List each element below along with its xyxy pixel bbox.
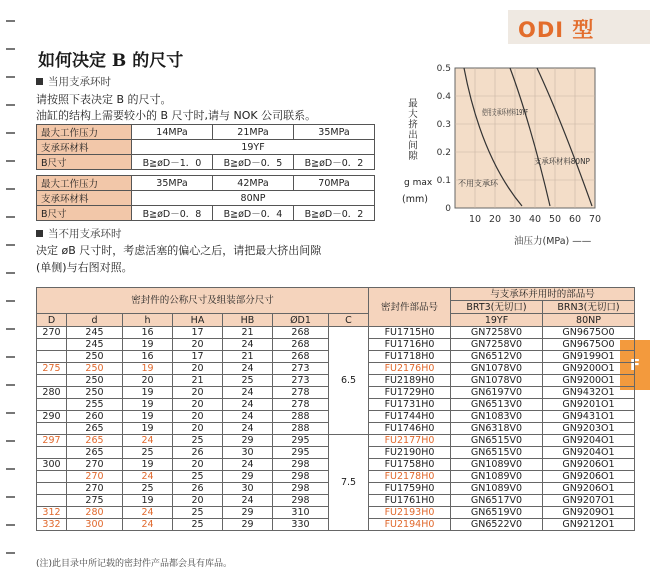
- spec-label: B尺寸: [37, 155, 132, 170]
- cell-n: GN9431O1: [543, 411, 635, 423]
- instruction-line-4: (单侧)与右图对照。: [36, 261, 133, 274]
- cell-d1: 278: [273, 387, 329, 399]
- cell-p: FU1746H0: [369, 423, 451, 435]
- spec-cell: B≧øD－0．2: [294, 206, 375, 221]
- y-tick: 0.5: [436, 64, 451, 74]
- cell-D: [37, 339, 67, 351]
- cell-d: 270: [67, 471, 123, 483]
- cell-d1: 295: [273, 435, 329, 447]
- cell-n: GN9200O1: [543, 363, 635, 375]
- cell-p: FU2177H0: [369, 435, 451, 447]
- cell-hb: 30: [223, 447, 273, 459]
- header-with-ring: 与支承环并用时的部品号: [451, 288, 635, 301]
- cell-hb: 29: [223, 507, 273, 519]
- cell-p: FU2190H0: [369, 447, 451, 459]
- cell-h: 24: [123, 435, 173, 447]
- cell-b: GN6519V0: [451, 507, 543, 519]
- cell-d1: 273: [273, 375, 329, 387]
- col-d1: ØD1: [273, 314, 329, 327]
- cell-d: 270: [67, 459, 123, 471]
- cell-b: GN1078V0: [451, 375, 543, 387]
- cell-hb: 24: [223, 339, 273, 351]
- spec-cell: B≧øD－1．0: [132, 155, 213, 170]
- col-ha: HA: [173, 314, 223, 327]
- cell-D: [37, 495, 67, 507]
- cell-d: 265: [67, 435, 123, 447]
- col-small-d: d: [67, 314, 123, 327]
- table-row: [37, 327, 635, 339]
- cell-n: GN9203O1: [543, 423, 635, 435]
- cell-hb: 25: [223, 375, 273, 387]
- cell-p: FU1715H0: [369, 327, 451, 339]
- cell-D: [37, 471, 67, 483]
- cell-ha: 26: [173, 447, 223, 459]
- cell-n: GN9209O1: [543, 507, 635, 519]
- cell-h: 24: [123, 519, 173, 531]
- cell-d1: 268: [273, 351, 329, 363]
- cell-D: [37, 423, 67, 435]
- cell-D: 280: [37, 387, 67, 399]
- cell-b: GN6512V0: [451, 351, 543, 363]
- x-tick: 50: [548, 214, 562, 225]
- cell-h: 19: [123, 495, 173, 507]
- x-tick: 20: [488, 214, 502, 225]
- graph-unit-label: (mm): [402, 194, 428, 205]
- cell-b: GN1083V0: [451, 411, 543, 423]
- x-tick: 10: [468, 214, 482, 225]
- cell-d: 250: [67, 351, 123, 363]
- header-brt3: BRT3(无切口): [451, 301, 543, 314]
- cell-D: 270: [37, 327, 67, 339]
- spec-cell: B≧øD－0．8: [132, 206, 213, 221]
- cell-h: 19: [123, 411, 173, 423]
- spec-cell: 80NP: [132, 191, 375, 206]
- cell-d: 255: [67, 399, 123, 411]
- spec-label: B尺寸: [37, 206, 132, 221]
- y-tick: 0: [445, 204, 451, 214]
- cell-h: 19: [123, 387, 173, 399]
- spec-cell: 35MPa: [132, 176, 213, 191]
- cell-b: GN1089V0: [451, 483, 543, 495]
- cell-d1: 310: [273, 507, 329, 519]
- cell-ha: 17: [173, 351, 223, 363]
- table-row: [37, 435, 635, 447]
- y-tick: 0.2: [436, 148, 451, 158]
- cell-d: 260: [67, 411, 123, 423]
- cell-n: GN9206O1: [543, 459, 635, 471]
- cell-n: GN9204O1: [543, 447, 635, 459]
- cell-hb: 24: [223, 411, 273, 423]
- cell-hb: 29: [223, 519, 273, 531]
- instruction-line-1: 请按照下表决定 B 的尺寸。: [36, 93, 172, 106]
- cell-d: 250: [67, 387, 123, 399]
- cell-d1: 273: [273, 363, 329, 375]
- cell-p: FU1731H0: [369, 399, 451, 411]
- cell-d: 265: [67, 423, 123, 435]
- cell-D: 332: [37, 519, 67, 531]
- spec-cell: B≧øD－0．5: [213, 155, 294, 170]
- section-tab-f[interactable]: F: [620, 340, 650, 390]
- cell-hb: 30: [223, 483, 273, 495]
- cell-h: 25: [123, 483, 173, 495]
- spec-label: 最大工作压力: [37, 125, 132, 140]
- cell-b: GN6318V0: [451, 423, 543, 435]
- col-h: h: [123, 314, 173, 327]
- instruction-line-3: 决定 øB 尺寸时，考虑活塞的偏心之后，请把最大挤出间隙: [36, 244, 322, 257]
- header-brn3: BRN3(无切口): [543, 301, 635, 314]
- spec-label: 最大工作压力: [37, 176, 132, 191]
- cell-h: 16: [123, 327, 173, 339]
- spec-cell: B≧øD－0．2: [294, 155, 375, 170]
- cell-c: 7.5: [329, 435, 369, 531]
- cell-d: 275: [67, 495, 123, 507]
- y-tick: 0.1: [436, 176, 451, 186]
- cell-d1: 278: [273, 399, 329, 411]
- cell-b: GN1089V0: [451, 459, 543, 471]
- col-c: C: [329, 314, 369, 327]
- cell-h: 19: [123, 423, 173, 435]
- cell-p: FU1729H0: [369, 387, 451, 399]
- cell-h: 24: [123, 507, 173, 519]
- header-19yf: 19YF: [451, 314, 543, 327]
- cell-D: 300: [37, 459, 67, 471]
- cell-h: 19: [123, 363, 173, 375]
- cell-D: 312: [37, 507, 67, 519]
- cell-d: 245: [67, 327, 123, 339]
- cell-ha: 20: [173, 399, 223, 411]
- cell-b: GN6197V0: [451, 387, 543, 399]
- brand-label: ODI 型: [518, 18, 595, 42]
- cell-hb: 24: [223, 459, 273, 471]
- cell-b: GN6515V0: [451, 435, 543, 447]
- x-tick: 30: [508, 214, 522, 225]
- cell-p: FU1758H0: [369, 459, 451, 471]
- cell-h: 20: [123, 375, 173, 387]
- cell-ha: 20: [173, 411, 223, 423]
- cell-D: [37, 483, 67, 495]
- cell-d1: 268: [273, 339, 329, 351]
- binding-edge: [0, 0, 22, 564]
- cell-h: 19: [123, 459, 173, 471]
- cell-n: GN9199O1: [543, 351, 635, 363]
- x-tick: 60: [568, 214, 582, 225]
- label-80np: 支承环材料80NP: [534, 157, 595, 166]
- graph-y-title: 最大挤出间隙: [406, 98, 417, 161]
- cell-n: GN9206O1: [543, 471, 635, 483]
- cell-h: 25: [123, 447, 173, 459]
- cell-ha: 25: [173, 435, 223, 447]
- cell-d1: 298: [273, 495, 329, 507]
- cell-h: 16: [123, 351, 173, 363]
- y-tick: 0.3: [436, 120, 451, 130]
- cell-hb: 24: [223, 387, 273, 399]
- dimension-table: [36, 287, 635, 531]
- cell-ha: 20: [173, 363, 223, 375]
- cell-ha: 20: [173, 387, 223, 399]
- cell-d1: 268: [273, 327, 329, 339]
- cell-d: 250: [67, 363, 123, 375]
- cell-p: FU1759H0: [369, 483, 451, 495]
- cell-d: 270: [67, 483, 123, 495]
- spec-cell: 21MPa: [213, 125, 294, 140]
- spec-cell: 19YF: [132, 140, 375, 155]
- cell-ha: 20: [173, 459, 223, 471]
- brand-header: [508, 10, 650, 44]
- cell-n: GN9206O1: [543, 483, 635, 495]
- cell-hb: 24: [223, 423, 273, 435]
- instruction-line-2: 油缸的结构上需要较小的 B 尺寸时,请与 NOK 公司联系。: [36, 109, 317, 122]
- cell-D: [37, 375, 67, 387]
- cell-n: GN9200O1: [543, 375, 635, 387]
- page-title: 如何决定 B 的尺寸: [38, 51, 184, 71]
- spec-cell: B≧øD－0．4: [213, 206, 294, 221]
- cell-d: 250: [67, 375, 123, 387]
- cell-ha: 17: [173, 327, 223, 339]
- cell-ha: 26: [173, 483, 223, 495]
- cell-ha: 20: [173, 423, 223, 435]
- graph-x-title: 油压力(MPa) ——: [514, 236, 592, 247]
- cell-ha: 21: [173, 375, 223, 387]
- cell-p: FU2176H0: [369, 363, 451, 375]
- spec-cell: 35MPa: [294, 125, 375, 140]
- cell-d1: 298: [273, 459, 329, 471]
- footnote: (注)此目录中所记载的密封件产品都会具有库品。: [36, 559, 233, 569]
- cell-b: GN6513V0: [451, 399, 543, 411]
- cell-D: 290: [37, 411, 67, 423]
- cell-D: 297: [37, 435, 67, 447]
- cell-D: [37, 399, 67, 411]
- cell-hb: 29: [223, 435, 273, 447]
- cell-hb: 24: [223, 399, 273, 411]
- cell-c: 6.5: [329, 327, 369, 435]
- cell-p: FU2178H0: [369, 471, 451, 483]
- spec-table-19yf: [36, 124, 375, 170]
- header-part-no: 密封件部品号: [369, 288, 451, 327]
- cell-h: 19: [123, 399, 173, 411]
- cell-p: FU1718H0: [369, 351, 451, 363]
- cell-b: GN6515V0: [451, 447, 543, 459]
- spec-cell: 42MPa: [213, 176, 294, 191]
- cell-d1: 298: [273, 483, 329, 495]
- cell-p: FU1716H0: [369, 339, 451, 351]
- cell-hb: 21: [223, 351, 273, 363]
- spec-cell: 70MPa: [294, 176, 375, 191]
- col-hb: HB: [223, 314, 273, 327]
- cell-ha: 25: [173, 519, 223, 531]
- label-19yf: 使用支承环材料19YF: [482, 108, 558, 117]
- cell-d1: 330: [273, 519, 329, 531]
- cell-ha: 20: [173, 339, 223, 351]
- header-nominal-size: 密封件的公称尺寸及组装部分尺寸: [37, 288, 369, 314]
- graph-gmax-label: g max: [404, 178, 433, 188]
- cell-h: 24: [123, 471, 173, 483]
- cell-ha: 20: [173, 495, 223, 507]
- cell-d1: 288: [273, 423, 329, 435]
- cell-d: 265: [67, 447, 123, 459]
- cell-p: FU2189H0: [369, 375, 451, 387]
- cell-d: 300: [67, 519, 123, 531]
- cell-d1: 298: [273, 471, 329, 483]
- cell-b: GN1078V0: [451, 363, 543, 375]
- cell-n: GN9675O0: [543, 339, 635, 351]
- cell-hb: 24: [223, 363, 273, 375]
- cell-p: FU2193H0: [369, 507, 451, 519]
- cell-ha: 25: [173, 471, 223, 483]
- cell-b: GN1089V0: [451, 471, 543, 483]
- cell-D: 275: [37, 363, 67, 375]
- cell-b: GN7258V0: [451, 327, 543, 339]
- cell-n: GN9432O1: [543, 387, 635, 399]
- cell-n: GN9204O1: [543, 435, 635, 447]
- cell-n: GN9201O1: [543, 399, 635, 411]
- cell-d1: 295: [273, 447, 329, 459]
- cell-hb: 24: [223, 495, 273, 507]
- cell-p: FU1744H0: [369, 411, 451, 423]
- extrusion-gap-graph: [422, 60, 612, 255]
- cell-n: GN9207O1: [543, 495, 635, 507]
- spec-cell: 14MPa: [132, 125, 213, 140]
- section-with-ring: 当用支承环时: [36, 74, 111, 89]
- cell-b: GN7258V0: [451, 339, 543, 351]
- cell-h: 19: [123, 339, 173, 351]
- cell-b: GN6517V0: [451, 495, 543, 507]
- spec-label: 支承环材料: [37, 191, 132, 206]
- cell-ha: 25: [173, 507, 223, 519]
- cell-p: FU2194H0: [369, 519, 451, 531]
- cell-d1: 288: [273, 411, 329, 423]
- cell-hb: 21: [223, 327, 273, 339]
- cell-D: [37, 351, 67, 363]
- y-tick: 0.4: [436, 92, 451, 102]
- cell-b: GN6522V0: [451, 519, 543, 531]
- cell-n: GN9212O1: [543, 519, 635, 531]
- section-without-ring: 当不用支承环时: [36, 226, 122, 241]
- x-tick: 40: [528, 214, 542, 225]
- cell-d: 245: [67, 339, 123, 351]
- header-80np: 80NP: [543, 314, 635, 327]
- x-tick: 70: [588, 214, 602, 225]
- label-no-ring: 不用支承环: [458, 179, 498, 188]
- cell-n: GN9675O0: [543, 327, 635, 339]
- col-d: D: [37, 314, 67, 327]
- cell-d: 280: [67, 507, 123, 519]
- spec-label: 支承环材料: [37, 140, 132, 155]
- cell-p: FU1761H0: [369, 495, 451, 507]
- cell-hb: 29: [223, 471, 273, 483]
- spec-table-80np: [36, 175, 375, 221]
- cell-D: [37, 447, 67, 459]
